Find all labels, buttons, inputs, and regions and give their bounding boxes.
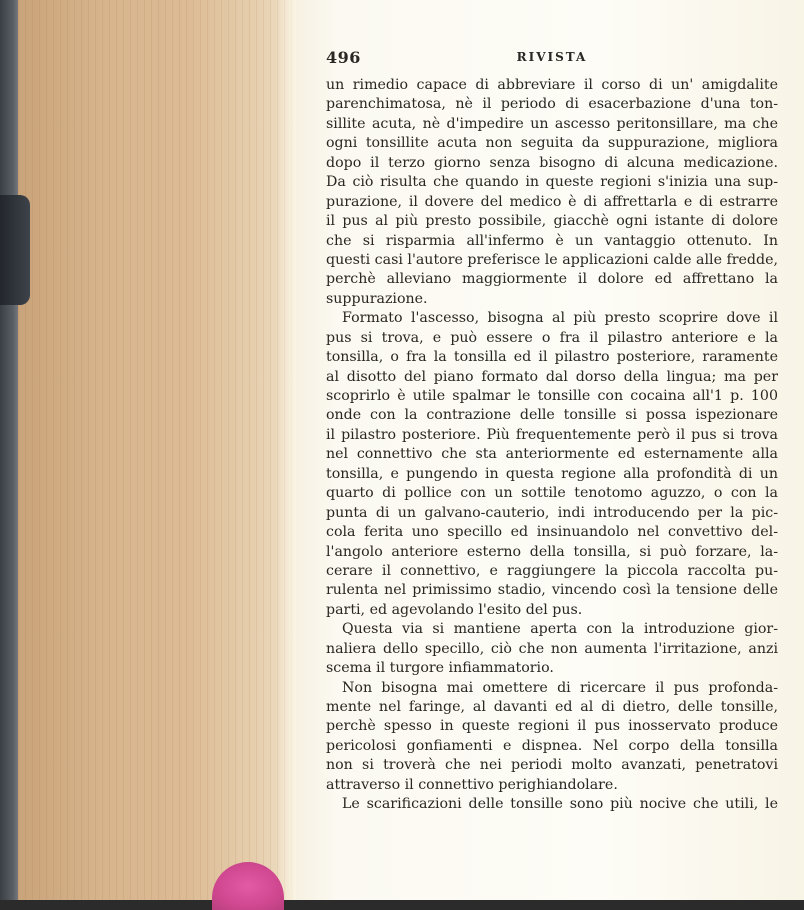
page-header: [326, 48, 778, 72]
text-line: rulenta nel primissimo stadio, vincendo così la tensione delle: [326, 582, 778, 599]
text-line: pus si trova, e può essere o fra il pilastro anteriore e la: [326, 329, 778, 346]
text-line: non si troverà che nei periodi molto avanzati, penetratovi: [326, 757, 778, 774]
text-line: scoprirlo è utile spalmar le tonsille con cocaina all'1 p. 100: [326, 388, 778, 404]
text-line: purazione, il dovere del medico è di affrettarla e di estrarre: [326, 193, 778, 210]
text-line: Formato l'ascesso, bisogna al più presto scoprire dove il: [342, 310, 778, 327]
text-line: onde con la contrazione delle tonsille si possa ispezionare: [326, 407, 778, 424]
book-clip: [0, 195, 30, 305]
text-line: ogni tonsillite acuta non seguita da suppurazione, migliora: [326, 135, 778, 152]
text-line: tonsilla, o fra la tonsilla ed il pilastro posteriore, raramente: [326, 349, 778, 366]
body-text: [326, 76, 778, 815]
text-line: Da ciò risulta che quando in queste regioni s'inizia una sup-: [326, 174, 778, 191]
text-line: naliera dello specillo, ciò che non aumenta l'irritazione, anzi: [326, 640, 778, 657]
text-line: Questa via si mantiene aperta con la introduzione gior-: [342, 621, 778, 638]
text-line: al disotto del piano formato dal dorso della lingua; ma per: [326, 368, 778, 385]
text-line: scema il turgore infiammatorio.: [326, 660, 554, 677]
text-line: Non bisogna mai omettere di ricercare il pus profonda-: [342, 679, 778, 696]
text-line: parenchimatosa, nè il periodo di esacerbazione d'una ton-: [326, 96, 778, 113]
text-line: tonsilla, e pungendo in questa regione alla profondità di un: [326, 465, 778, 482]
text-line: dopo il terzo giorno senza bisogno di alcuna medicazione.: [326, 154, 778, 171]
text-line: quarto di pollice con un sottile tenotomo aguzzo, o con la: [326, 485, 778, 502]
text-line: questi casi l'autore preferisce le applicazioni calde alle fredde,: [326, 251, 778, 268]
text-line: Le scarificazioni delle tonsille sono più nocive che utili, le: [342, 796, 778, 813]
text-line: sillite acuta, nè d'impedire un ascesso peritonsillare, ma che: [326, 115, 778, 132]
text-line: perchè spesso in queste regioni il pus inosservato produce: [326, 718, 778, 735]
text-line: un rimedio capace di abbreviare il corso di un' amigdalite: [326, 77, 778, 93]
page-number: 496: [326, 48, 361, 67]
book-page: [296, 0, 804, 900]
page-stack-edge: [18, 0, 298, 900]
text-line: suppurazione.: [326, 290, 428, 307]
text-line: parti, ed agevolando l'esito del pus.: [326, 601, 583, 618]
text-line: nel connettivo che sta anteriormente ed esternamente alla: [326, 446, 778, 463]
text-line: attraverso il connettivo perighiandolare.: [326, 776, 618, 793]
text-line: il pilastro posteriore. Più frequentemente però il pus si trova: [326, 426, 778, 443]
gutter-shadow: [276, 0, 298, 900]
running-head: RIVISTA: [516, 50, 588, 64]
text-line: l'angolo anteriore esterno della tonsilla, si può forzare, la-: [326, 543, 778, 560]
text-line: punta di un galvano-cauterio, indi introducendo per la pic-: [326, 504, 778, 521]
text-line: cerare il connettivo, e raggiungere la piccola raccolta pu-: [326, 562, 778, 579]
text-line: che si risparmia all'infermo è un vantaggio ottenuto. In: [326, 232, 778, 249]
text-line: il pus al più presto possibile, giacchè ogni istante di dolore: [326, 213, 778, 230]
text-line: cola ferita uno specillo ed insinuandolo nel convettivo del-: [326, 524, 778, 541]
text-line: perchè alleviano maggiormente il dolore ed affrettano la: [326, 271, 778, 288]
text-line: pericolosi gonfiamenti e dispnea. Nel corpo della tonsilla: [326, 737, 778, 754]
text-line: mente nel faringe, al davanti ed al di dietro, delle tonsille,: [326, 699, 778, 715]
